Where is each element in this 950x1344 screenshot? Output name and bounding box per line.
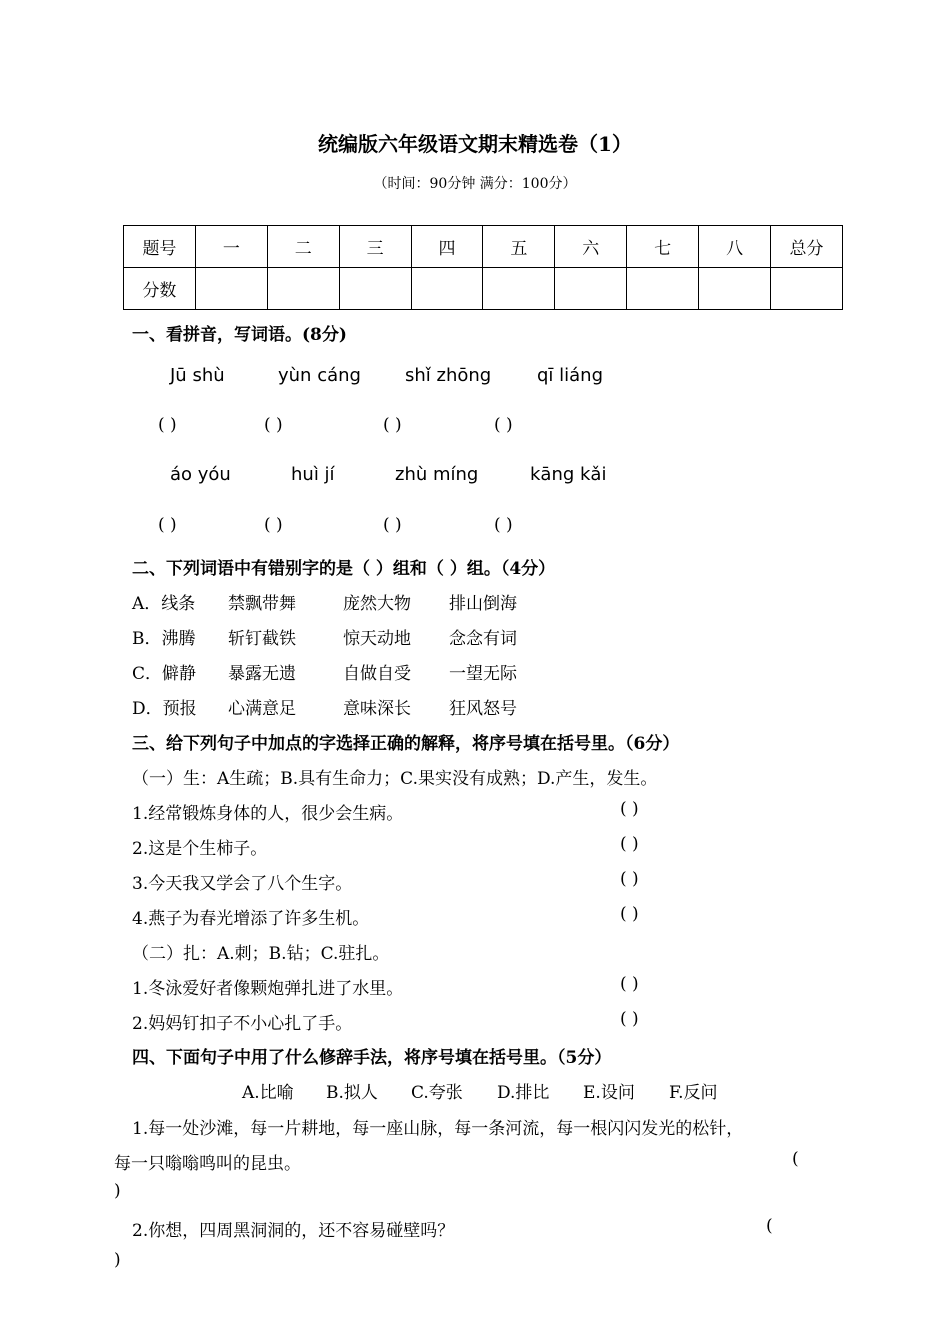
answer-paren[interactable]: ( ) xyxy=(620,904,639,924)
word: 念念有词 xyxy=(449,629,517,649)
header-cell: 五 xyxy=(483,226,555,268)
header-cell: 一 xyxy=(195,226,267,268)
q3-item: 2.妈妈钉扣子不小心扎了手。 xyxy=(132,1014,353,1034)
answer-paren[interactable]: ( ) xyxy=(620,799,639,819)
score-table-score-row xyxy=(124,268,843,310)
q3-item: 3.今天我又学会了八个生字。 xyxy=(132,874,353,894)
header-cell: 七 xyxy=(627,226,699,268)
header-cell: 总分 xyxy=(771,226,843,268)
score-cell[interactable] xyxy=(483,268,555,310)
score-table xyxy=(123,225,843,310)
word: 排山倒海 xyxy=(449,594,517,614)
answer-paren-open[interactable]: ( xyxy=(792,1149,799,1169)
answer-paren[interactable]: ( ) xyxy=(620,974,639,994)
q2-heading: 二、下列词语中有错别字的是（ ）组和（ ）组。（4分） xyxy=(132,559,556,579)
pinyin-2: yùn cáng xyxy=(278,365,361,386)
answer-blank[interactable]: ( ) xyxy=(494,415,513,435)
q3-sub1: （一）生：A生疏；B.具有生命力；C.果实没有成熟；D.产生，发生。 xyxy=(132,769,658,789)
option-d-label: D．预报 xyxy=(132,699,197,719)
header-cell: 八 xyxy=(699,226,771,268)
word: 一望无际 xyxy=(449,664,517,684)
page-title: 统编版六年级语文期末精选卷（1） xyxy=(318,132,632,156)
q4-heading: 四、下面句子中用了什么修辞手法，将序号填在括号里。（5分） xyxy=(132,1048,612,1068)
answer-paren-close[interactable]: ) xyxy=(114,1181,121,1201)
answer-blank[interactable]: ( ) xyxy=(264,415,283,435)
option-b-label: B．沸腾 xyxy=(132,629,196,649)
header-cell: 题号 xyxy=(124,226,196,268)
header-cell: 二 xyxy=(267,226,339,268)
word: 狂风怒号 xyxy=(449,699,517,719)
word: 自做自受 xyxy=(343,664,411,684)
word: 暴露无遗 xyxy=(228,664,296,684)
q4-item1-line1: 1.每一处沙滩，每一片耕地，每一座山脉，每一条河流，每一根闪闪发光的松针， xyxy=(132,1119,744,1139)
pinyin-7: zhù míng xyxy=(395,464,479,485)
rhetoric-option: F.反问 xyxy=(669,1083,718,1103)
answer-paren[interactable]: ( ) xyxy=(620,869,639,889)
score-cell[interactable] xyxy=(267,268,339,310)
q4-item1-line2: 每一只嗡嗡鸣叫的昆虫。 xyxy=(114,1154,301,1174)
q1-heading: 一、看拼音，写词语。(8分) xyxy=(132,325,347,345)
word: 意味深长 xyxy=(343,699,411,719)
option-a-label: A．线条 xyxy=(132,594,196,614)
score-cell[interactable] xyxy=(195,268,267,310)
word: 心满意足 xyxy=(228,699,296,719)
pinyin-6: huì jí xyxy=(291,464,335,485)
answer-blank[interactable]: ( ) xyxy=(383,515,402,535)
header-cell: 三 xyxy=(339,226,411,268)
answer-blank[interactable]: ( ) xyxy=(383,415,402,435)
pinyin-8: kāng kǎi xyxy=(530,464,607,485)
score-cell[interactable] xyxy=(699,268,771,310)
answer-paren-close[interactable]: ) xyxy=(114,1250,121,1270)
rhetoric-option: E.设问 xyxy=(583,1083,635,1103)
score-cell[interactable] xyxy=(771,268,843,310)
header-cell: 六 xyxy=(555,226,627,268)
score-cell[interactable] xyxy=(627,268,699,310)
pinyin-5: áo yóu xyxy=(170,464,231,485)
word: 惊天动地 xyxy=(343,629,411,649)
answer-blank[interactable]: ( ) xyxy=(264,515,283,535)
q3-item: 1.冬泳爱好者像颗炮弹扎进了水里。 xyxy=(132,979,404,999)
word: 斩钉截铁 xyxy=(228,629,296,649)
q3-item: 2.这是个生柿子。 xyxy=(132,839,268,859)
answer-paren[interactable]: ( ) xyxy=(620,834,639,854)
q3-item: 1.经常锻炼身体的人，很少会生病。 xyxy=(132,804,404,824)
rhetoric-option: B.拟人 xyxy=(326,1083,378,1103)
score-cell[interactable] xyxy=(411,268,483,310)
rhetoric-option: A.比喻 xyxy=(242,1083,294,1103)
header-cell: 四 xyxy=(411,226,483,268)
score-cell[interactable] xyxy=(339,268,411,310)
rhetoric-option: D.排比 xyxy=(497,1083,550,1103)
answer-blank[interactable]: ( ) xyxy=(158,415,177,435)
score-cell[interactable] xyxy=(555,268,627,310)
exam-info: （时间：90分钟 满分：100分） xyxy=(373,176,577,192)
answer-blank[interactable]: ( ) xyxy=(158,515,177,535)
rhetoric-option: C.夸张 xyxy=(411,1083,463,1103)
option-c-label: C．僻静 xyxy=(132,664,197,684)
q3-sub2: （二）扎：A.刺；B.钻；C.驻扎。 xyxy=(132,944,390,964)
q3-item: 4.燕子为春光增添了许多生机。 xyxy=(132,909,370,929)
score-table-header-row xyxy=(124,226,843,268)
pinyin-4: qī liáng xyxy=(537,365,604,386)
q4-item2: 2.你想，四周黑洞洞的，还不容易碰壁吗？ xyxy=(132,1221,455,1241)
q3-heading: 三、给下列句子中加点的字选择正确的解释，将序号填在括号里。（6分） xyxy=(132,734,680,754)
pinyin-1: Jū shù xyxy=(170,365,225,386)
word: 禁飘带舞 xyxy=(228,594,296,614)
word: 庞然大物 xyxy=(343,594,411,614)
row-label-cell: 分数 xyxy=(124,268,196,310)
answer-blank[interactable]: ( ) xyxy=(494,515,513,535)
answer-paren[interactable]: ( ) xyxy=(620,1009,639,1029)
answer-paren-open[interactable]: ( xyxy=(766,1216,773,1236)
pinyin-3: shǐ zhōng xyxy=(405,365,492,386)
